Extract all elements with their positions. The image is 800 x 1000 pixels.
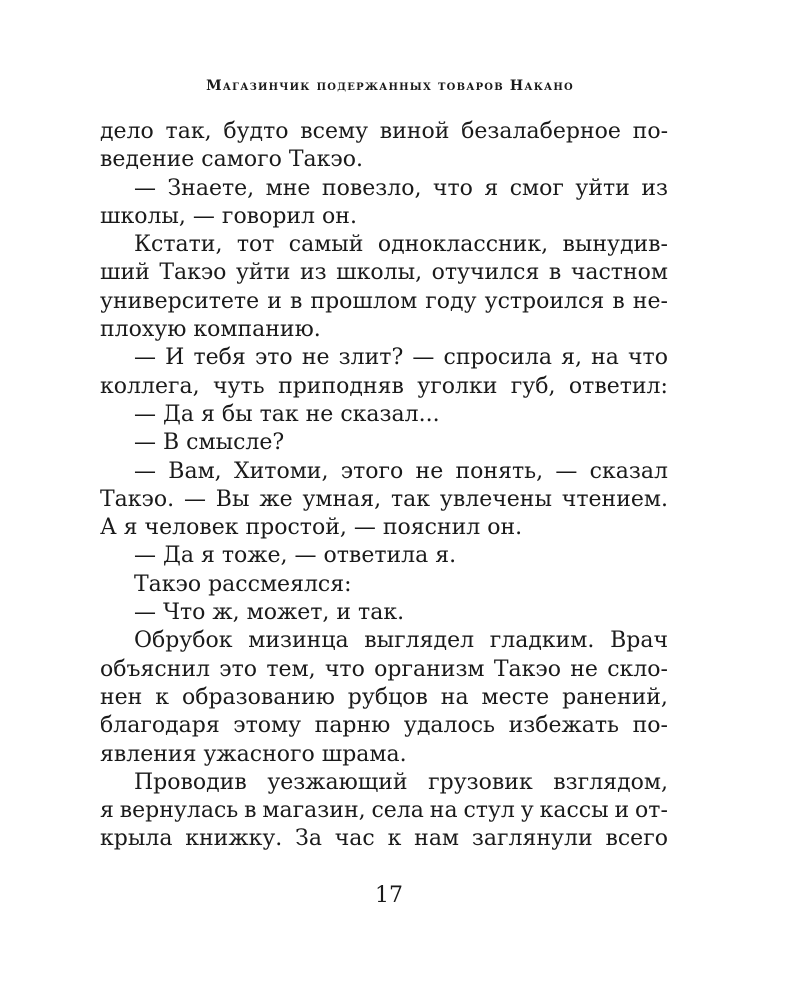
text-line: ведение самого Такэо. — [100, 147, 363, 173]
text-line: — Да я тоже, — ответила я. — [134, 543, 457, 569]
text-line: плохую компанию. — [100, 317, 321, 343]
text-line: — Знаете, мне повезло, что я смог уйти из — [134, 175, 668, 201]
text-line: явления ужасного шрама. — [100, 741, 407, 767]
running-header: Магазинчик подержанных товаров Накано — [206, 78, 574, 94]
text-line: нен к образованию рубцов на месте ранений, — [100, 684, 668, 710]
text-line: коллега, чуть приподняв уголки губ, ответил: — [100, 373, 668, 399]
text-line: Проводив уезжающий грузовик взглядом, — [134, 769, 668, 795]
text-line: университете и в прошлом году устроился в не- — [100, 288, 668, 314]
text-line: Такэо. — Вы же умная, так увлечены чтением. — [100, 486, 668, 512]
text-line: Кстати, тот самый одноклассник, вынудив- — [134, 232, 668, 258]
text-line: благодаря этому парню удалось избежать по- — [100, 713, 668, 739]
text-line: Обрубок мизинца выглядел гладким. Врач — [134, 628, 668, 654]
text-line: — Да я бы так не сказал... — [134, 401, 440, 427]
text-line: крыла книжку. За час к нам заглянули всего — [100, 826, 668, 852]
text-line: дело так, будто всему виной безалаберное по- — [100, 119, 668, 144]
text-line: — И тебя это не злит? — спросила я, на что — [134, 345, 668, 371]
text-line: Такэо рассмеялся: — [134, 571, 352, 597]
text-line: А я человек простой, — пояснил он. — [100, 515, 523, 541]
text-line: я вернулась в магазин, села на стул у кассы и от- — [100, 798, 668, 824]
text-line: объяснил это тем, что организм Такэо не скло- — [100, 656, 668, 682]
text-line: ший Такэо уйти из школы, отучился в частном — [100, 260, 668, 286]
text-line: школы, — говорил он. — [100, 203, 357, 229]
text-line: — В смысле? — [134, 430, 285, 456]
text-line: — Вам, Хитоми, этого не понять, — сказал — [134, 458, 668, 484]
page-number: 17 — [375, 883, 403, 908]
text-line: — Что ж, может, и так. — [134, 600, 405, 626]
body-text — [100, 118, 668, 854]
